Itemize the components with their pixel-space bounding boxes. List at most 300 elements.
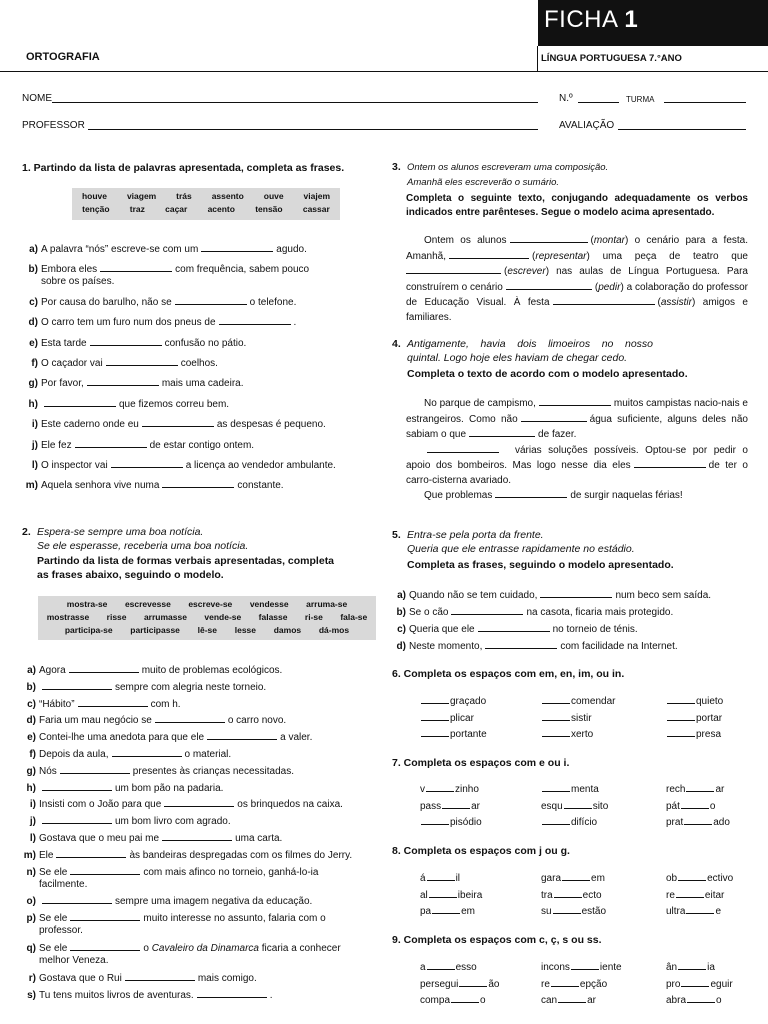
letter-blank[interactable]	[432, 904, 460, 914]
sentence-item	[392, 639, 678, 653]
letter-blank[interactable]	[442, 799, 470, 809]
word-option: arruma-se	[306, 599, 348, 609]
avaliacao-label: AVALIAÇÃO	[559, 120, 615, 131]
q2-word-box	[38, 596, 376, 640]
letter-blank[interactable]	[427, 960, 455, 970]
letter-blank[interactable]	[553, 904, 581, 914]
word-prefix: esqu	[541, 800, 563, 812]
word-option: fala-se	[340, 612, 368, 622]
answer-blank[interactable]	[219, 315, 291, 325]
item-letter: p)	[26, 913, 36, 925]
answer-blank[interactable]	[164, 797, 234, 807]
word-suffix: portante	[450, 729, 487, 740]
word-option: ri-se	[304, 612, 323, 622]
item-text-after: com h.	[150, 698, 181, 710]
word-option: trás	[176, 191, 192, 201]
item-text-before: Esta tarde	[41, 337, 87, 349]
letter-blank[interactable]	[451, 993, 479, 1003]
item-text-before: Ele	[39, 849, 54, 861]
word-option: vendesse	[249, 599, 289, 609]
word-suffix: em	[461, 906, 476, 917]
word-suffix: il	[455, 873, 461, 884]
item-text-after: com frequência, sabem pouco	[175, 264, 310, 276]
avaliacao-field[interactable]	[618, 129, 746, 130]
answer-blank[interactable]	[478, 622, 550, 632]
sentence-item	[18, 911, 326, 937]
item-letter: e)	[29, 337, 38, 349]
q2-instruction2: as frases abaixo, seguindo o modelo.	[37, 569, 224, 581]
answer-blank[interactable]	[75, 438, 147, 448]
answer-blank[interactable]	[155, 713, 225, 723]
letter-blank[interactable]	[571, 960, 599, 970]
sentence-item	[18, 747, 231, 761]
q3-verb-2: representar	[535, 250, 587, 262]
item-letter: b)	[28, 264, 38, 276]
item-letter: j)	[31, 439, 38, 451]
letter-blank[interactable]	[681, 799, 709, 809]
q3-blank-2[interactable]	[449, 249, 529, 259]
answer-blank[interactable]	[207, 730, 277, 740]
word-suffix: ar	[471, 800, 481, 812]
q3-verb-5: assistir	[660, 297, 692, 308]
word-option: cassar	[302, 204, 330, 214]
letter-blank[interactable]	[687, 993, 715, 1003]
sentence-item	[22, 315, 296, 329]
item-text-continued: sobre os países.	[41, 276, 115, 288]
header-divider	[537, 46, 538, 72]
word-prefix: pa	[420, 906, 432, 917]
fill-word	[420, 977, 499, 990]
q4-blank-2[interactable]	[521, 412, 587, 422]
item-text-after: que fizemos correu bem.	[119, 398, 230, 410]
letter-blank[interactable]	[542, 782, 570, 792]
item-text-before: “Hábito”	[39, 698, 75, 710]
item-text-after: na casota, ficaria mais protegido.	[526, 607, 674, 618]
word-suffix: pisódio	[450, 817, 482, 828]
letter-blank[interactable]	[558, 993, 586, 1003]
fill-word	[666, 815, 730, 828]
fill-word	[420, 782, 479, 795]
letter-blank[interactable]	[667, 727, 695, 737]
letter-blank[interactable]	[429, 888, 457, 898]
word-option: vende-se	[204, 612, 242, 622]
item-text-after: o	[143, 943, 149, 954]
item-letter: g)	[28, 378, 38, 390]
item-letter: r)	[28, 972, 36, 984]
answer-blank[interactable]	[42, 814, 112, 824]
word-prefix: ob	[666, 873, 678, 884]
item-text-after: agudo.	[276, 244, 307, 255]
answer-blank[interactable]	[142, 417, 214, 427]
item-text-before: Queria que ele	[409, 624, 475, 635]
item-letter: g)	[26, 765, 36, 777]
item-letter: a)	[29, 244, 38, 255]
letter-blank[interactable]	[667, 711, 695, 721]
q3-text-2: o cenário para a festa. Amanhã,	[406, 235, 749, 262]
item-text-before: Insisti com o João para que	[39, 799, 162, 811]
letter-blank[interactable]	[426, 782, 454, 792]
answer-blank[interactable]	[70, 865, 140, 875]
sentence-item	[18, 797, 343, 811]
q3-verb-4: pedir	[598, 281, 621, 293]
sentence-item	[18, 663, 282, 677]
item-title-italic: Cavaleiro da Dinamarca	[151, 943, 259, 954]
answer-blank[interactable]	[162, 831, 232, 841]
letter-blank[interactable]	[667, 694, 695, 704]
word-option: participa-se	[64, 625, 113, 635]
letter-blank[interactable]	[678, 871, 706, 881]
fill-word	[541, 711, 592, 724]
q3-blank-4[interactable]	[506, 280, 592, 290]
item-text-before: Quando não se tem cuidado,	[409, 590, 538, 601]
fill-word	[666, 782, 724, 795]
q2-instruction1: Partindo da lista de formas verbais apresentadas, completa	[37, 555, 335, 567]
item-text-after: muito de problemas ecológicos.	[141, 665, 283, 676]
fill-word	[666, 727, 721, 740]
sentence-item	[18, 814, 231, 828]
letter-blank[interactable]	[562, 871, 590, 881]
q3-model2: Amanhã eles escreverão o sumário.	[407, 177, 560, 188]
word-suffix: menta	[571, 784, 599, 795]
word-option: houve	[81, 191, 107, 201]
sentence-item	[18, 971, 257, 985]
word-option: damos	[273, 625, 302, 635]
letter-blank[interactable]	[551, 977, 579, 987]
answer-blank[interactable]	[125, 971, 195, 981]
word-suffix: estão	[581, 906, 607, 917]
answer-blank[interactable]	[197, 988, 267, 998]
answer-blank[interactable]	[78, 697, 148, 707]
item-letter: f)	[31, 358, 38, 369]
item-text-after: num beco sem saída.	[615, 590, 712, 601]
word-option: participasse	[130, 625, 180, 635]
answer-blank[interactable]	[42, 680, 112, 690]
professor-field[interactable]	[88, 129, 538, 130]
word-suffix: ecto	[582, 889, 602, 901]
item-text-before: Ele fez	[41, 439, 72, 451]
q4-text-1: No parque de campismo,	[424, 398, 536, 409]
item-letter: l)	[31, 460, 38, 471]
q3-text: Ontem os alunos (montar) o cenário para a festa. Amanhã, (representar) uma peça de teatro que (escrever) nas aulas de Língua Portuguesa. Para construírem o cenário (pedir) a colaboração do professor de Educação Visual. À festa (assistir) amigos e familiares.	[406, 235, 749, 323]
answer-blank[interactable]	[87, 376, 159, 386]
item-letter: c)	[27, 698, 36, 710]
letter-blank[interactable]	[678, 960, 706, 970]
item-text-after: sempre uma imagem negativa da educação.	[115, 896, 313, 908]
q4-text-4: de fazer.	[538, 429, 577, 440]
q4-text	[406, 396, 748, 504]
q2-number: 2.	[22, 526, 31, 538]
fill-word	[541, 904, 606, 917]
item-text-after: confusão no pátio.	[164, 337, 247, 349]
sentence-item	[392, 588, 711, 602]
word-suffix: ia	[707, 962, 715, 973]
q3-number: 3.	[392, 161, 401, 173]
sentence-item	[18, 865, 318, 891]
item-text-after-2: ficaria a conhecer	[261, 943, 341, 954]
q5-model2: Queria que ele entrasse rapidamente no estádio.	[407, 543, 635, 555]
answer-blank[interactable]	[111, 458, 183, 468]
fill-word	[541, 694, 615, 707]
q3-model1: Ontem os alunos escreveram uma composição.	[407, 162, 609, 173]
q5-model1: Entra-se pela porta da frente.	[407, 529, 544, 541]
answer-blank[interactable]	[42, 781, 112, 791]
word-suffix: zinho	[455, 784, 479, 795]
word-option: tensão	[255, 204, 283, 214]
item-text-before: Embora eles	[41, 264, 98, 276]
item-text-after: com mais afinco no torneio, ganhá-lo-ia	[143, 866, 319, 878]
word-option: acento	[207, 204, 235, 214]
answer-blank[interactable]	[70, 911, 140, 921]
answer-blank[interactable]	[175, 295, 247, 305]
word-prefix: ultra	[666, 906, 686, 917]
q3-blank-3[interactable]	[406, 264, 501, 274]
answer-blank[interactable]	[162, 478, 234, 488]
fill-word	[541, 727, 593, 740]
letter-blank[interactable]	[542, 711, 570, 721]
fill-word	[420, 871, 460, 884]
word-prefix: incons	[541, 962, 570, 973]
word-option: ouve	[263, 191, 284, 201]
q4-blank-4[interactable]	[427, 443, 499, 453]
fill-word	[666, 694, 723, 707]
answer-blank[interactable]	[60, 764, 130, 774]
fill-word	[420, 727, 487, 740]
letter-blank[interactable]	[421, 815, 449, 825]
q3-blank-1[interactable]	[510, 233, 588, 243]
item-letter: s)	[27, 989, 36, 1001]
item-letter: a)	[397, 590, 406, 601]
fill-word	[541, 993, 596, 1006]
answer-blank[interactable]	[106, 356, 178, 366]
numero-field[interactable]	[578, 102, 619, 103]
fill-word	[666, 799, 715, 812]
fill-word	[420, 694, 486, 707]
letter-blank[interactable]	[542, 727, 570, 737]
item-text-after: de estar contigo ontem.	[149, 439, 255, 451]
sentence-item	[18, 941, 341, 967]
q6-title: 6. Completa os espaços com em, en, im, ou in.	[392, 668, 625, 680]
answer-blank[interactable]	[56, 848, 126, 858]
letter-blank[interactable]	[684, 815, 712, 825]
item-text-continued: melhor Veneza.	[39, 955, 109, 966]
word-prefix: persegui	[420, 978, 459, 990]
word-option: falasse	[258, 612, 288, 622]
letter-blank[interactable]	[542, 815, 570, 825]
word-suffix: quieto	[696, 696, 724, 707]
answer-blank[interactable]	[451, 605, 523, 615]
letter-blank[interactable]	[564, 799, 592, 809]
word-option: escrevesse	[124, 599, 171, 609]
word-prefix: compa	[420, 995, 451, 1006]
item-text-after: no torneio de ténis.	[552, 624, 638, 635]
word-suffix: comendar	[571, 696, 616, 707]
fill-word	[420, 904, 475, 917]
item-text-before: Este caderno onde eu	[41, 419, 139, 431]
item-text-before: Agora	[39, 665, 66, 676]
fill-word	[541, 871, 605, 884]
item-text-continued: professor.	[39, 925, 83, 937]
item-text-after: muito interesse no assunto, falaria com o	[143, 913, 326, 925]
item-text-after: mais comigo.	[197, 972, 257, 984]
letter-blank[interactable]	[681, 977, 709, 987]
sentence-item	[22, 262, 309, 288]
sentence-item	[22, 356, 218, 370]
sentence-item	[18, 988, 272, 1002]
item-text-before: Faria um mau negócio se	[39, 715, 152, 727]
word-prefix: pát	[666, 800, 680, 812]
word-option: viajem	[303, 191, 331, 201]
sentence-item	[22, 242, 307, 256]
item-text-after: os brinquedos na caixa.	[237, 799, 343, 811]
sentence-item	[18, 730, 312, 744]
sentence-item	[18, 894, 312, 908]
word-option: caçar	[165, 204, 188, 214]
word-suffix: eitar	[704, 889, 725, 901]
item-letter: i)	[31, 419, 38, 431]
ficha-number: 1	[624, 6, 639, 33]
sentence-item	[22, 458, 336, 472]
item-text-after: o telefone.	[249, 296, 297, 308]
item-letter: j)	[29, 816, 36, 828]
word-prefix: prat	[666, 817, 684, 828]
q7-title: 7. Completa os espaços com e ou i.	[392, 757, 570, 769]
word-suffix: epção	[579, 978, 608, 990]
fill-word	[541, 815, 597, 828]
letter-blank[interactable]	[676, 888, 704, 898]
word-suffix: iente	[599, 962, 622, 973]
q4-model1: Antigamente, havia dois limoeiros no nosso	[407, 338, 653, 350]
item-letter: f)	[29, 749, 36, 760]
q1-word-box	[72, 188, 340, 220]
answer-blank[interactable]	[112, 747, 182, 757]
turma-field[interactable]	[664, 102, 746, 103]
item-text-after: o carro novo.	[227, 715, 287, 727]
item-text-after: a licença ao vendedor ambulante.	[185, 460, 336, 471]
item-text-after: às bandeiras despregadas com os filmes do Jerry.	[129, 849, 353, 861]
q5-instruction: Completa as frases, seguindo o modelo apresentado.	[407, 559, 674, 571]
word-option: dá-mos	[318, 625, 350, 635]
word-prefix: al	[420, 889, 428, 901]
answer-blank[interactable]	[90, 336, 162, 346]
word-suffix: e	[715, 906, 722, 917]
letter-blank[interactable]	[421, 711, 449, 721]
item-text-after: sempre com alegria neste torneio.	[115, 681, 267, 693]
sentence-item	[22, 336, 246, 350]
q4-blank-6[interactable]	[495, 488, 567, 498]
q4-blank-1[interactable]	[539, 396, 611, 406]
q3-blank-5[interactable]	[553, 295, 655, 305]
item-letter: q)	[26, 943, 36, 954]
answer-blank[interactable]	[540, 588, 612, 598]
item-letter: o)	[26, 896, 36, 908]
letter-blank[interactable]	[686, 782, 714, 792]
nome-field[interactable]	[52, 102, 538, 103]
item-text-before: Nós	[39, 765, 57, 777]
letter-blank[interactable]	[459, 977, 487, 987]
item-letter: m)	[23, 849, 36, 861]
fill-word	[420, 993, 486, 1006]
word-prefix: gara	[541, 873, 562, 884]
item-text-after: mais uma cadeira.	[161, 378, 244, 390]
nome-label: NOME	[22, 93, 52, 104]
item-text-before: Gostava que o Rui	[39, 972, 122, 984]
answer-blank[interactable]	[44, 397, 116, 407]
answer-blank[interactable]	[100, 262, 172, 272]
word-suffix: ibeira	[457, 889, 483, 901]
q2-model2: Se ele esperasse, receberia uma boa notícia.	[37, 540, 249, 552]
q9-title: 9. Completa os espaços com c, ç, s ou ss.	[392, 934, 602, 946]
q3-text-3: uma peça de teatro que	[602, 250, 748, 262]
word-option: mostrasse	[46, 612, 90, 622]
item-text-before: Neste momento,	[409, 641, 483, 652]
q4-blank-5[interactable]	[634, 458, 706, 468]
item-letter: d)	[26, 715, 36, 727]
fill-word	[420, 711, 474, 724]
sentence-item	[18, 848, 352, 862]
fill-word	[666, 904, 721, 917]
item-letter: i)	[29, 799, 36, 811]
sentence-item	[18, 680, 266, 694]
item-letter: h)	[28, 398, 38, 410]
answer-blank[interactable]	[201, 242, 273, 252]
letter-blank[interactable]	[421, 727, 449, 737]
item-letter: d)	[396, 641, 406, 652]
item-text-after: uma carta.	[235, 833, 283, 844]
q3-text-4: nas aulas de Língua Portuguesa. Para construírem o cenário	[406, 266, 748, 293]
fill-word	[420, 815, 482, 828]
word-suffix: esso	[455, 962, 477, 973]
letter-blank[interactable]	[686, 904, 714, 914]
ficha-label: FICHA	[544, 6, 618, 33]
item-text-before: A palavra “nós” escreve-se com um	[41, 244, 199, 255]
q3-verb-1: montar	[593, 235, 626, 246]
word-suffix: graçado	[450, 696, 487, 707]
letter-blank[interactable]	[554, 888, 582, 898]
q2-model1: Espera-se sempre uma boa notícia.	[37, 526, 204, 538]
q3-text-6: amigos e familiares.	[406, 297, 748, 323]
numero-label: N.º	[559, 93, 573, 104]
sentence-item	[22, 438, 254, 452]
header-rule	[0, 71, 768, 72]
answer-blank[interactable]	[42, 894, 112, 904]
item-text-before: Por favor,	[41, 378, 84, 390]
q4-blank-3[interactable]	[469, 427, 535, 437]
item-text-before: Aquela senhora vive numa	[41, 480, 160, 492]
sentence-item	[18, 831, 282, 845]
q3-verb-3: escrever	[507, 266, 546, 277]
answer-blank[interactable]	[69, 663, 139, 673]
word-prefix: pass	[420, 800, 442, 812]
answer-blank[interactable]	[70, 941, 140, 951]
word-suffix: o	[716, 995, 722, 1006]
letter-blank[interactable]	[427, 871, 455, 881]
item-text-after: .	[293, 317, 297, 329]
item-letter: d)	[28, 317, 38, 329]
word-suffix: presa	[696, 729, 722, 740]
item-text-before: O caçador vai	[41, 358, 103, 369]
item-text-before: Se ele	[39, 913, 68, 925]
letter-blank[interactable]	[421, 694, 449, 704]
letter-blank[interactable]	[542, 694, 570, 704]
fill-word	[666, 993, 722, 1006]
answer-blank[interactable]	[485, 639, 557, 649]
word-suffix: plicar	[450, 712, 474, 724]
word-option: tenção	[82, 204, 110, 214]
q4-instruction: Completa o texto de acordo com o modelo apresentado.	[407, 368, 688, 380]
item-text-before: Se o cão	[409, 607, 449, 618]
ficha-badge	[538, 0, 768, 46]
section-title: ORTOGRAFIA	[26, 51, 100, 63]
